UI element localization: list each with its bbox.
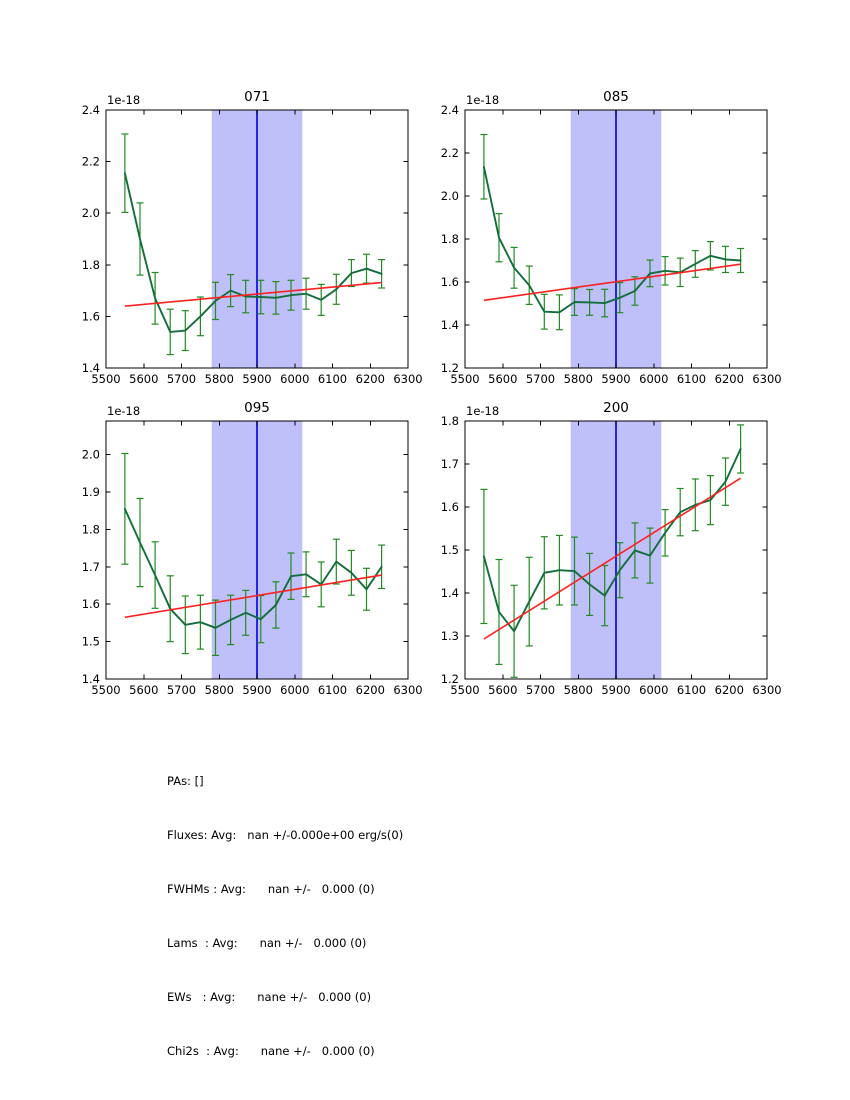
- svg-text:200: 200: [603, 400, 629, 416]
- svg-text:1.4: 1.4: [440, 318, 459, 332]
- svg-text:1.5: 1.5: [440, 543, 459, 557]
- svg-text:1.6: 1.6: [81, 309, 100, 324]
- svg-text:1e-18: 1e-18: [466, 93, 500, 107]
- svg-text:085: 085: [603, 89, 629, 105]
- svg-text:1e-18: 1e-18: [466, 404, 500, 418]
- svg-text:1.2: 1.2: [440, 672, 459, 686]
- svg-text:5600: 5600: [129, 372, 159, 386]
- svg-text:2.0: 2.0: [440, 189, 459, 203]
- svg-text:5900: 5900: [242, 683, 272, 697]
- svg-text:5600: 5600: [488, 372, 518, 386]
- svg-text:6100: 6100: [676, 683, 707, 697]
- subplot-071: [56, 76, 424, 396]
- svg-text:071: 071: [244, 89, 270, 105]
- stats-line-ews: EWs : Avg: nane +/- 0.000 (0): [167, 990, 372, 1004]
- svg-text:1e-18: 1e-18: [107, 404, 141, 418]
- svg-text:1.8: 1.8: [440, 414, 459, 428]
- svg-text:6000: 6000: [280, 683, 310, 697]
- stats-line-fwhms: FWHMs : Avg: nan +/- 0.000 (0): [167, 882, 375, 896]
- svg-text:1.8: 1.8: [440, 232, 459, 246]
- svg-text:5600: 5600: [488, 683, 518, 697]
- svg-text:2.2: 2.2: [81, 154, 100, 169]
- stats-line-fluxes: Fluxes: Avg: nan +/-0.000e+00 erg/s(0): [167, 828, 404, 842]
- svg-text:1.6: 1.6: [440, 500, 459, 514]
- svg-text:6000: 6000: [639, 683, 669, 697]
- svg-text:5900: 5900: [242, 372, 272, 386]
- svg-text:5900: 5900: [601, 683, 631, 697]
- subplot-200: [415, 387, 783, 707]
- svg-text:5600: 5600: [129, 683, 159, 697]
- svg-text:5800: 5800: [204, 372, 234, 386]
- svg-text:1.3: 1.3: [440, 629, 459, 643]
- svg-text:1.6: 1.6: [440, 275, 459, 289]
- svg-text:6200: 6200: [714, 683, 744, 697]
- svg-text:1.6: 1.6: [81, 597, 100, 612]
- svg-text:6200: 6200: [714, 372, 744, 386]
- svg-text:5700: 5700: [166, 683, 197, 697]
- svg-text:5500: 5500: [91, 372, 121, 386]
- svg-text:5500: 5500: [450, 372, 480, 386]
- svg-text:5700: 5700: [525, 683, 556, 697]
- subplot-095: [56, 387, 424, 707]
- subplot-085: [415, 76, 783, 396]
- svg-text:6300: 6300: [752, 683, 782, 697]
- svg-text:2.0: 2.0: [81, 206, 100, 221]
- svg-text:6300: 6300: [393, 372, 423, 386]
- svg-text:5700: 5700: [166, 372, 197, 386]
- stats-line-chi2s: Chi2s : Avg: nane +/- 0.000 (0): [167, 1044, 375, 1058]
- svg-text:5700: 5700: [525, 372, 556, 386]
- svg-text:5800: 5800: [563, 683, 593, 697]
- svg-text:5800: 5800: [563, 372, 593, 386]
- stats-block: [167, 740, 403, 1092]
- svg-text:1.9: 1.9: [81, 485, 100, 499]
- svg-text:6300: 6300: [393, 683, 423, 697]
- svg-text:1.7: 1.7: [81, 559, 100, 574]
- svg-text:095: 095: [244, 400, 270, 416]
- svg-text:1.8: 1.8: [81, 522, 100, 537]
- svg-text:2.4: 2.4: [81, 103, 100, 117]
- svg-text:6000: 6000: [280, 372, 310, 386]
- svg-text:6000: 6000: [639, 372, 669, 386]
- stats-line-lams: Lams : Avg: nan +/- 0.000 (0): [167, 936, 367, 950]
- svg-text:2.4: 2.4: [440, 103, 459, 117]
- svg-text:1.8: 1.8: [81, 257, 100, 272]
- svg-text:6200: 6200: [355, 683, 385, 697]
- svg-text:1.4: 1.4: [81, 672, 100, 686]
- svg-text:1.4: 1.4: [440, 586, 459, 600]
- svg-text:6200: 6200: [355, 372, 385, 386]
- svg-text:6100: 6100: [317, 372, 348, 386]
- svg-text:2.2: 2.2: [440, 146, 459, 160]
- svg-text:1.4: 1.4: [81, 361, 100, 375]
- svg-text:1.5: 1.5: [81, 634, 100, 649]
- svg-text:5500: 5500: [91, 683, 121, 697]
- svg-text:2.0: 2.0: [81, 447, 100, 462]
- svg-text:5800: 5800: [204, 683, 234, 697]
- svg-text:6300: 6300: [752, 372, 782, 386]
- svg-text:6100: 6100: [676, 372, 707, 386]
- svg-text:5900: 5900: [601, 372, 631, 386]
- stats-line-pas: PAs: []: [167, 774, 204, 788]
- svg-text:5500: 5500: [450, 683, 480, 697]
- svg-text:6100: 6100: [317, 683, 348, 697]
- svg-text:1.7: 1.7: [440, 457, 459, 471]
- svg-text:1e-18: 1e-18: [107, 93, 141, 107]
- svg-text:1.2: 1.2: [440, 361, 459, 375]
